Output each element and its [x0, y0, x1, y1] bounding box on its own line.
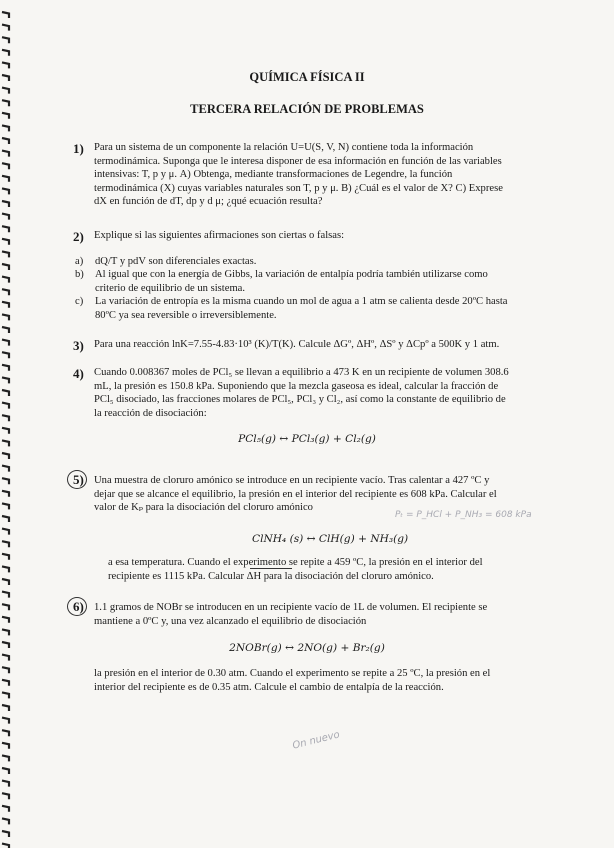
problem-5-line: dejar que se alcance el equilibrio, la presión en el interior del recipiente es 608 kPa. Calcular el [94, 488, 497, 500]
spiral-ring [2, 163, 9, 169]
problem-5-line: valor de Kₚ para la disociación del cloruro amónico [94, 502, 313, 514]
problem-5-after-line: recipiente es 1115 kPa. Calcular ΔH para la disociación del cloruro amónico. [108, 570, 434, 582]
spiral-ring [2, 667, 9, 673]
spiral-ring [2, 390, 9, 396]
spiral-ring [2, 138, 9, 144]
problem-5-equation: ClNH₄ (s) ↔ ClH(g) + NH₃(g) [252, 533, 409, 545]
spiral-ring [2, 403, 9, 409]
problem-4-line: PCl₅ disociado, las fracciones molares de PCl₅, PCl₃ y Cl₂, así como la constante de equilibrio de [94, 394, 506, 406]
spiral-binding [0, 0, 22, 848]
spiral-ring [2, 579, 9, 585]
spiral-ring [2, 793, 9, 799]
problem-6-equation: 2NOBr(g) ↔ 2NO(g) + Br₂(g) [229, 642, 385, 654]
spiral-ring [2, 226, 9, 232]
problem-1-number: 1) [73, 141, 84, 156]
spiral-ring [2, 88, 9, 94]
spiral-ring [2, 62, 9, 68]
spiral-ring [2, 239, 9, 245]
item-b-text [95, 268, 560, 295]
problem-6-after [94, 667, 559, 694]
spiral-ring [2, 692, 9, 698]
problem-2-number: 2) [73, 229, 84, 244]
spiral-ring [2, 466, 9, 472]
spiral-ring [2, 37, 9, 43]
spiral-ring [2, 415, 9, 421]
problem-6-line: 1.1 gramos de NOBr se introducen en un recipiente vacío de 1L de volumen. El recipiente se [94, 602, 488, 613]
problem-4-line: mL, la presión es 150.8 kPa. Suponiendo que la mezcla gaseosa es ideal, calcular la fracción de [94, 380, 499, 392]
problem-1-line: dX en función de dT, dp y d μ; ¿qué ecuación resulta? [94, 196, 323, 208]
problem-1-line: Para un sistema de un componente la relación U=U(S, V, N) contiene toda la información [94, 142, 474, 153]
spiral-ring [2, 617, 9, 623]
spiral-ring [2, 289, 9, 295]
spiral-ring [2, 718, 9, 724]
spiral-ring [2, 201, 9, 207]
problem-6-line: mantiene a 0ºC y, una vez alcanzado el equilibrio de disociación [94, 615, 367, 627]
spiral-ring [2, 277, 9, 283]
spiral-ring [2, 264, 9, 270]
problem-4-line: la reacción de disociación: [94, 407, 207, 419]
underline-mark [250, 568, 292, 569]
spiral-ring [2, 806, 9, 812]
problem-2-intro: Explique si las siguientes afirmaciones son ciertas o falsas: [94, 230, 345, 241]
spiral-ring [2, 12, 9, 18]
spiral-ring [2, 125, 9, 131]
problem-5-text [94, 474, 559, 515]
spiral-ring [2, 743, 9, 749]
spiral-ring [2, 592, 9, 598]
item-b-line: Al igual que con la energía de Gibbs, la variación de entalpía podría también utilizarse como [95, 269, 488, 280]
problem-3-number: 3) [73, 338, 84, 353]
problem-5-after-line: a esa temperatura. Cuando el experimento se repite a 459 ºC, la presión en el interior del [108, 557, 483, 568]
spiral-ring [2, 680, 9, 686]
problem-1-line: termodinámica. Suponga que le interesa disponer de esa información en función de las variables [94, 155, 502, 167]
spiral-ring [2, 541, 9, 547]
spiral-ring [2, 453, 9, 459]
spiral-ring [2, 188, 9, 194]
handwritten-note: On nuevo [291, 729, 341, 752]
item-label: b) [75, 269, 84, 280]
problem-6-number: 6) [73, 599, 84, 614]
item-b-line: criterio de equilibrio de un sistema. [95, 282, 246, 294]
spiral-ring [2, 491, 9, 497]
spiral-ring [2, 340, 9, 346]
spiral-ring [2, 503, 9, 509]
spiral-ring [2, 314, 9, 320]
spiral-ring [2, 818, 9, 824]
spiral-ring [2, 831, 9, 837]
spiral-ring [2, 214, 9, 220]
spiral-ring [2, 352, 9, 358]
spiral-ring [2, 755, 9, 761]
item-c-line: 80ºC ya sea reversible o irreversiblemente. [95, 309, 277, 321]
spiral-ring [2, 176, 9, 182]
spiral-ring [2, 25, 9, 31]
spiral-ring [2, 604, 9, 610]
spiral-ring [2, 781, 9, 787]
spiral-ring [2, 566, 9, 572]
item-a-line: dQ/T y pdV son diferenciales exactas. [95, 256, 257, 267]
spiral-ring [2, 377, 9, 383]
spiral-ring [2, 629, 9, 635]
spiral-ring [2, 730, 9, 736]
problem-4-text [94, 366, 559, 420]
problem-6-after-line: interior del recipiente es de 0.35 atm. Calcule el cambio de entalpía de la reacción. [94, 681, 444, 693]
page-subtitle: TERCERA RELACIÓN DE PROBLEMAS [190, 102, 424, 116]
problem-1-text [94, 141, 559, 209]
item-label: c) [75, 296, 84, 307]
problem-6-text [94, 601, 559, 628]
page-title: QUÍMICA FÍSICA II [249, 70, 365, 84]
problem-4-number: 4) [73, 366, 84, 381]
spiral-ring [2, 327, 9, 333]
spiral-ring [2, 50, 9, 56]
problem-4-equation: PCl₅(g) ↔ PCl₃(g) + Cl₂(g) [238, 433, 376, 445]
spiral-ring [2, 529, 9, 535]
spiral-ring [2, 705, 9, 711]
item-c-text [95, 295, 560, 322]
problem-5-line: Una muestra de cloruro amónico se introduce en un recipiente vacío. Tras calentar a 427 ºC y [94, 475, 490, 486]
spiral-ring [2, 365, 9, 371]
spiral-ring [2, 554, 9, 560]
problem-1-line: termodinámica (X) cuyas variables naturales son T, p y μ. B) ¿Cuál es el valor de X? C) Exprese [94, 182, 503, 194]
spiral-ring [2, 251, 9, 257]
problem-1-line: intensivas: T, p y μ. A) Obtenga, mediante transformaciones de Legendre, la función [94, 169, 453, 181]
spiral-ring [2, 516, 9, 522]
problem-3-line: Para una reacción lnK=7.55-4.83·10³ (K)/T(K). Calcule ΔGº, ΔHº, ΔSº y ΔCpº a 500K y 1 atm. [94, 339, 500, 350]
spiral-ring [2, 655, 9, 661]
spiral-ring [2, 302, 9, 308]
spiral-ring [2, 844, 9, 848]
item-c-line: La variación de entropía es la misma cuando un mol de agua a 1 atm se calienta desde 20ºC hasta [95, 296, 508, 307]
problem-5-after [108, 556, 558, 583]
problem-4-line: Cuando 0.008367 moles de PCl₅ se llevan a equilibrio a 473 K en un recipiente de volumen 308.6 [94, 367, 509, 378]
problem-5-number: 5) [73, 472, 84, 487]
problem-6-after-line: la presión en el interior de 0.30 atm. Cuando el experimento se repite a 25 ºC, la presión en el [94, 668, 491, 679]
spiral-ring [2, 151, 9, 157]
spiral-ring [2, 478, 9, 484]
spiral-ring [2, 768, 9, 774]
item-label: a) [75, 256, 84, 267]
handwritten-pressure-note: Pₜ = P_HCl + P_NH₃ = 608 kPa [395, 510, 532, 520]
